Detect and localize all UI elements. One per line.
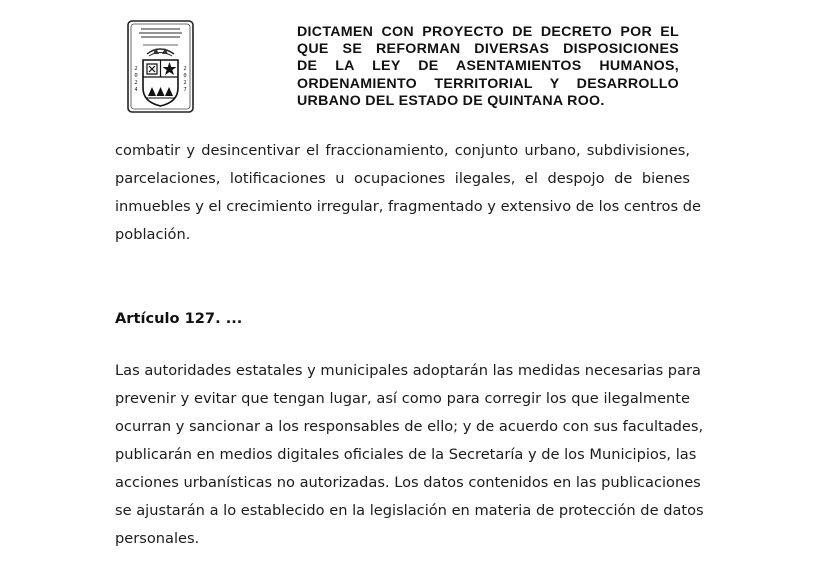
seal-year-left: 2 0 2 4	[134, 66, 138, 93]
text-line: combatir y desincentivar el fraccionamiento, conjunto urbano, subdivisiones,	[115, 142, 690, 159]
title-line: QUE SE REFORMAN DIVERSAS DISPOSICIONES	[297, 41, 679, 58]
text-line: población.	[115, 226, 191, 243]
text-line: parcelaciones, lotificaciones u ocupaciones ilegales, el despojo de bienes	[115, 170, 690, 187]
text-line: prevenir y evitar que tengan lugar, así como para corregir los que ilegalmente	[115, 390, 690, 407]
paragraph-continuation	[115, 137, 701, 249]
title-line: URBANO DEL ESTADO DE QUINTANA ROO.	[297, 92, 605, 109]
seal-year-right: 2 0 2 7	[183, 66, 187, 93]
title-line: ORDENAMIENTO TERRITORIAL Y DESARROLLO	[297, 75, 679, 92]
article-paragraph	[115, 357, 704, 553]
text-line: inmuebles y el crecimiento irregular, fragmentado y extensivo de los centros de	[115, 198, 701, 215]
article-heading: Artículo 127. ...	[115, 310, 243, 327]
coat-of-arms-icon	[127, 20, 194, 113]
text-line: personales.	[115, 530, 200, 547]
title-line: DE LA LEY DE ASENTAMIENTOS HUMANOS,	[297, 58, 679, 75]
text-line: acciones urbanísticas no autorizadas. Los datos contenidos en las publicaciones	[115, 474, 701, 491]
text-line: publicarán en medios digitales oficiales de la Secretaría y de los Municipios, las	[115, 446, 697, 463]
text-line: se ajustarán a lo establecido en la legislación en materia de protección de datos	[115, 502, 704, 519]
text-line: Las autoridades estatales y municipales adoptarán las medidas necesarias para	[115, 362, 701, 379]
text-line: ocurran y sancionar a los responsables de ello; y de acuerdo con sus facultades,	[115, 418, 704, 435]
document-title	[297, 24, 679, 110]
title-line: DICTAMEN CON PROYECTO DE DECRETO POR EL	[297, 24, 679, 40]
